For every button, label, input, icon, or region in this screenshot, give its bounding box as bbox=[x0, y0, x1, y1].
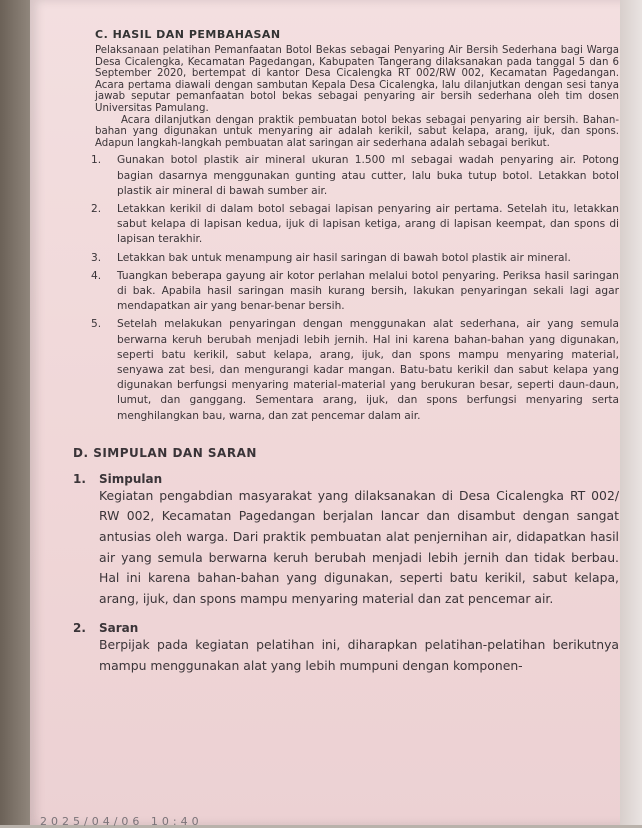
step-text: Letakkan kerikil di dalam botol sebagai lapisan penyaring air pertama. Setelah itu, letakkan sabut kelapa di lapisan kedua, ijuk di lapisan ketiga, arang di lapisan keempat, dan spons di lapisan terakhir. bbox=[117, 202, 619, 246]
step-text: Setelah melakukan penyaringan dengan menggunakan alat sederhana, air yang semula berwarna keruh berubah menjadi lebih jernih. Hal ini karena bahan-bahan yang digunakan, seperti batu kerikil, sabut kelapa, arang, ijuk, dan spons mampu menyaring material, senyawa zat besi, dan mengurangi kadar mangan. Batu-batu kerikil dan sabut kelapa yang digunakan berfungsi menyaring material-material yang berukuran besar, seperti daun-daun, lumut, dan ganggang. Sementara arang, ijuk, dan spons berfungsi menyaring serta menghilangkan bau, warna, dan zat pencemar dalam air. bbox=[117, 318, 619, 422]
step-number: 2. bbox=[91, 202, 102, 215]
section-c-heading: C. HASIL DAN PEMBAHASAN bbox=[95, 28, 281, 41]
list-item bbox=[67, 269, 619, 315]
step-number: 5. bbox=[91, 318, 102, 331]
step-text: Gunakan botol plastik air mineral ukuran 1.500 ml sebagai wadah penyaring air. Potong bagian dasarnya menggunakan gunting atau cutter, lalu buka tutup botol. Letakkan botol plastik air mineral di bawah sumber air. bbox=[117, 154, 619, 197]
list-item bbox=[67, 153, 619, 199]
section-c-intro: Pelaksanaan pelatihan Pemanfaatan Botol Bekas sebagai Penyaring Air Bersih Sederhana bagi Warga Desa Cicalengka, Kecamatan Pagedangan, Kabupaten Tangerang dilaksanakan pada tanggal 5 dan 6 September 2020, bertempat di kantor Desa Cicalengka RT 002/RW 002, Kecamatan Pagedangan. Acara pertama diawali dengan sambutan Kepala Desa Cicalengka, lalu dilanjutkan dengan sesi tanya jawab seputar pemanfaatan botol bekas sebagai penyaring air bersih sederhana oleh tim dosen Universitas Pamulang. bbox=[95, 45, 619, 114]
simpulan-text: Kegiatan pengabdian masyarakat yang dilaksanakan di Desa Cicalengka RT 002/ RW 002, Kecamatan Pagedangan berjalan lancar dan disambut dengan sangat antusias oleh warga. Dari praktik pembuatan alat penjernihan air, didapatkan hasil air yang semula berwarna keruh berubah menjadi lebih jernih dan tidak berbau. Hal ini karena bahan-bahan yang digunakan, seperti batu kerikil, sabut kelapa, arang, ijuk, dan spons mampu menyaring material dan zat pencemar air. bbox=[99, 487, 619, 606]
list-item bbox=[67, 317, 619, 423]
step-text: Tuangkan beberapa gayung air kotor perlahan melalui botol penyaring. Periksa hasil saringan di bak. Apabila hasil saringan masih kurang bersih, lakukan penyaringan sekali lagi agar mendapatkan air yang benar-benar bersih. bbox=[117, 269, 619, 313]
steps-list bbox=[67, 153, 619, 423]
subsection-simpulan-title bbox=[73, 472, 619, 486]
subsection-number: 1. bbox=[73, 471, 86, 486]
page-edge bbox=[620, 0, 642, 825]
section-c-para2: Acara dilanjutkan dengan praktik pembuatan botol bekas sebagai penyaring air bersih. Bahan-bahan yang digunakan untuk menyaring air adalah kerikil, sabut kelapa, arang, ijuk, dan spons. Adapun langkah-langkah pembuatan alat saringan air sederhana adalah sebagai berikut. bbox=[95, 114, 619, 149]
subsection-saran-title bbox=[73, 621, 619, 635]
subsection-title: Simpulan bbox=[99, 471, 163, 486]
subsection-title: Saran bbox=[99, 621, 139, 636]
subsection-number: 2. bbox=[73, 621, 86, 636]
photo-timestamp: 2025/04/06 10:40 bbox=[40, 815, 203, 828]
step-number: 3. bbox=[91, 251, 102, 264]
step-text: Letakkan bak untuk menampung air hasil saringan di bawah botol plastik air mineral. bbox=[117, 251, 571, 264]
list-item bbox=[67, 202, 619, 248]
list-item bbox=[67, 251, 619, 266]
page-content bbox=[67, 28, 619, 677]
saran-text: Berpijak pada kegiatan pelatihan ini, diharapkan pelatihan-pelatihan berikutnya mampu menggunakan alat yang lebih mumpuni dengan komponen- bbox=[99, 637, 619, 673]
step-number: 1. bbox=[91, 154, 102, 167]
section-d-heading: D. SIMPULAN DAN SARAN bbox=[73, 445, 257, 460]
step-number: 4. bbox=[91, 269, 102, 282]
